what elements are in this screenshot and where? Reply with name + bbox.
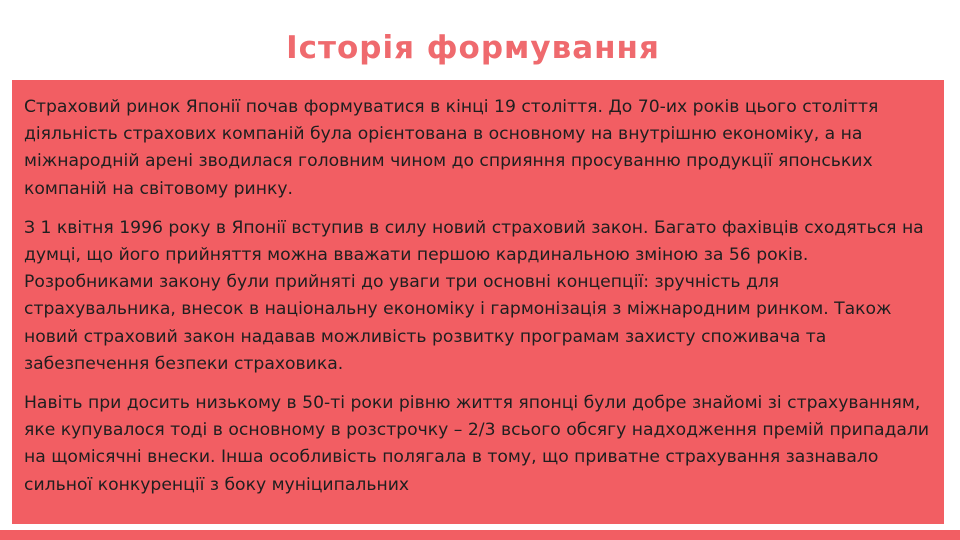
slide-title: Історія формування [286,30,660,66]
paragraph-fifties: Навіть при досить низькому в 50-ті роки рівню життя японці були добре знайомі зі страхуванням, яке купувалося тоді в основному в розстрочку – 2/3 всього обсягу надходження премій припадали на щомісячні внески. Інша особливість полягала в тому, що приватне страхування зазнавало сильної конкуренції з боку муніципальних [24,393,930,495]
content-box [12,80,944,524]
paragraph-insurance-law: З 1 квітня 1996 року в Японії вступив в силу новий страховий закон. Багато фахівців сходяться на думці, що його прийняття можна вважати першою кардинальною зміною за 56 років. Розробниками закону були прийняті до уваги три основні концепції: зручність для страхувальника, внесок в національну економіку і гармонізація з міжнародним ринком. Також новий страховий закон надавав можливість розвитку програмам захисту споживача та забезпечення безпеки страховика. [24,217,924,374]
paragraph-history: Страховий ринок Японії почав формуватися в кінці 19 століття. До 70-их років цього століття діяльність страхових компаній була орієнтована в основному на внутрішню економіку, а на міжнародній арені зводилася головним чином до сприяння просуванню продукції японських компаній на світовому ринку. [24,97,879,199]
bottom-accent-strip [0,530,960,540]
